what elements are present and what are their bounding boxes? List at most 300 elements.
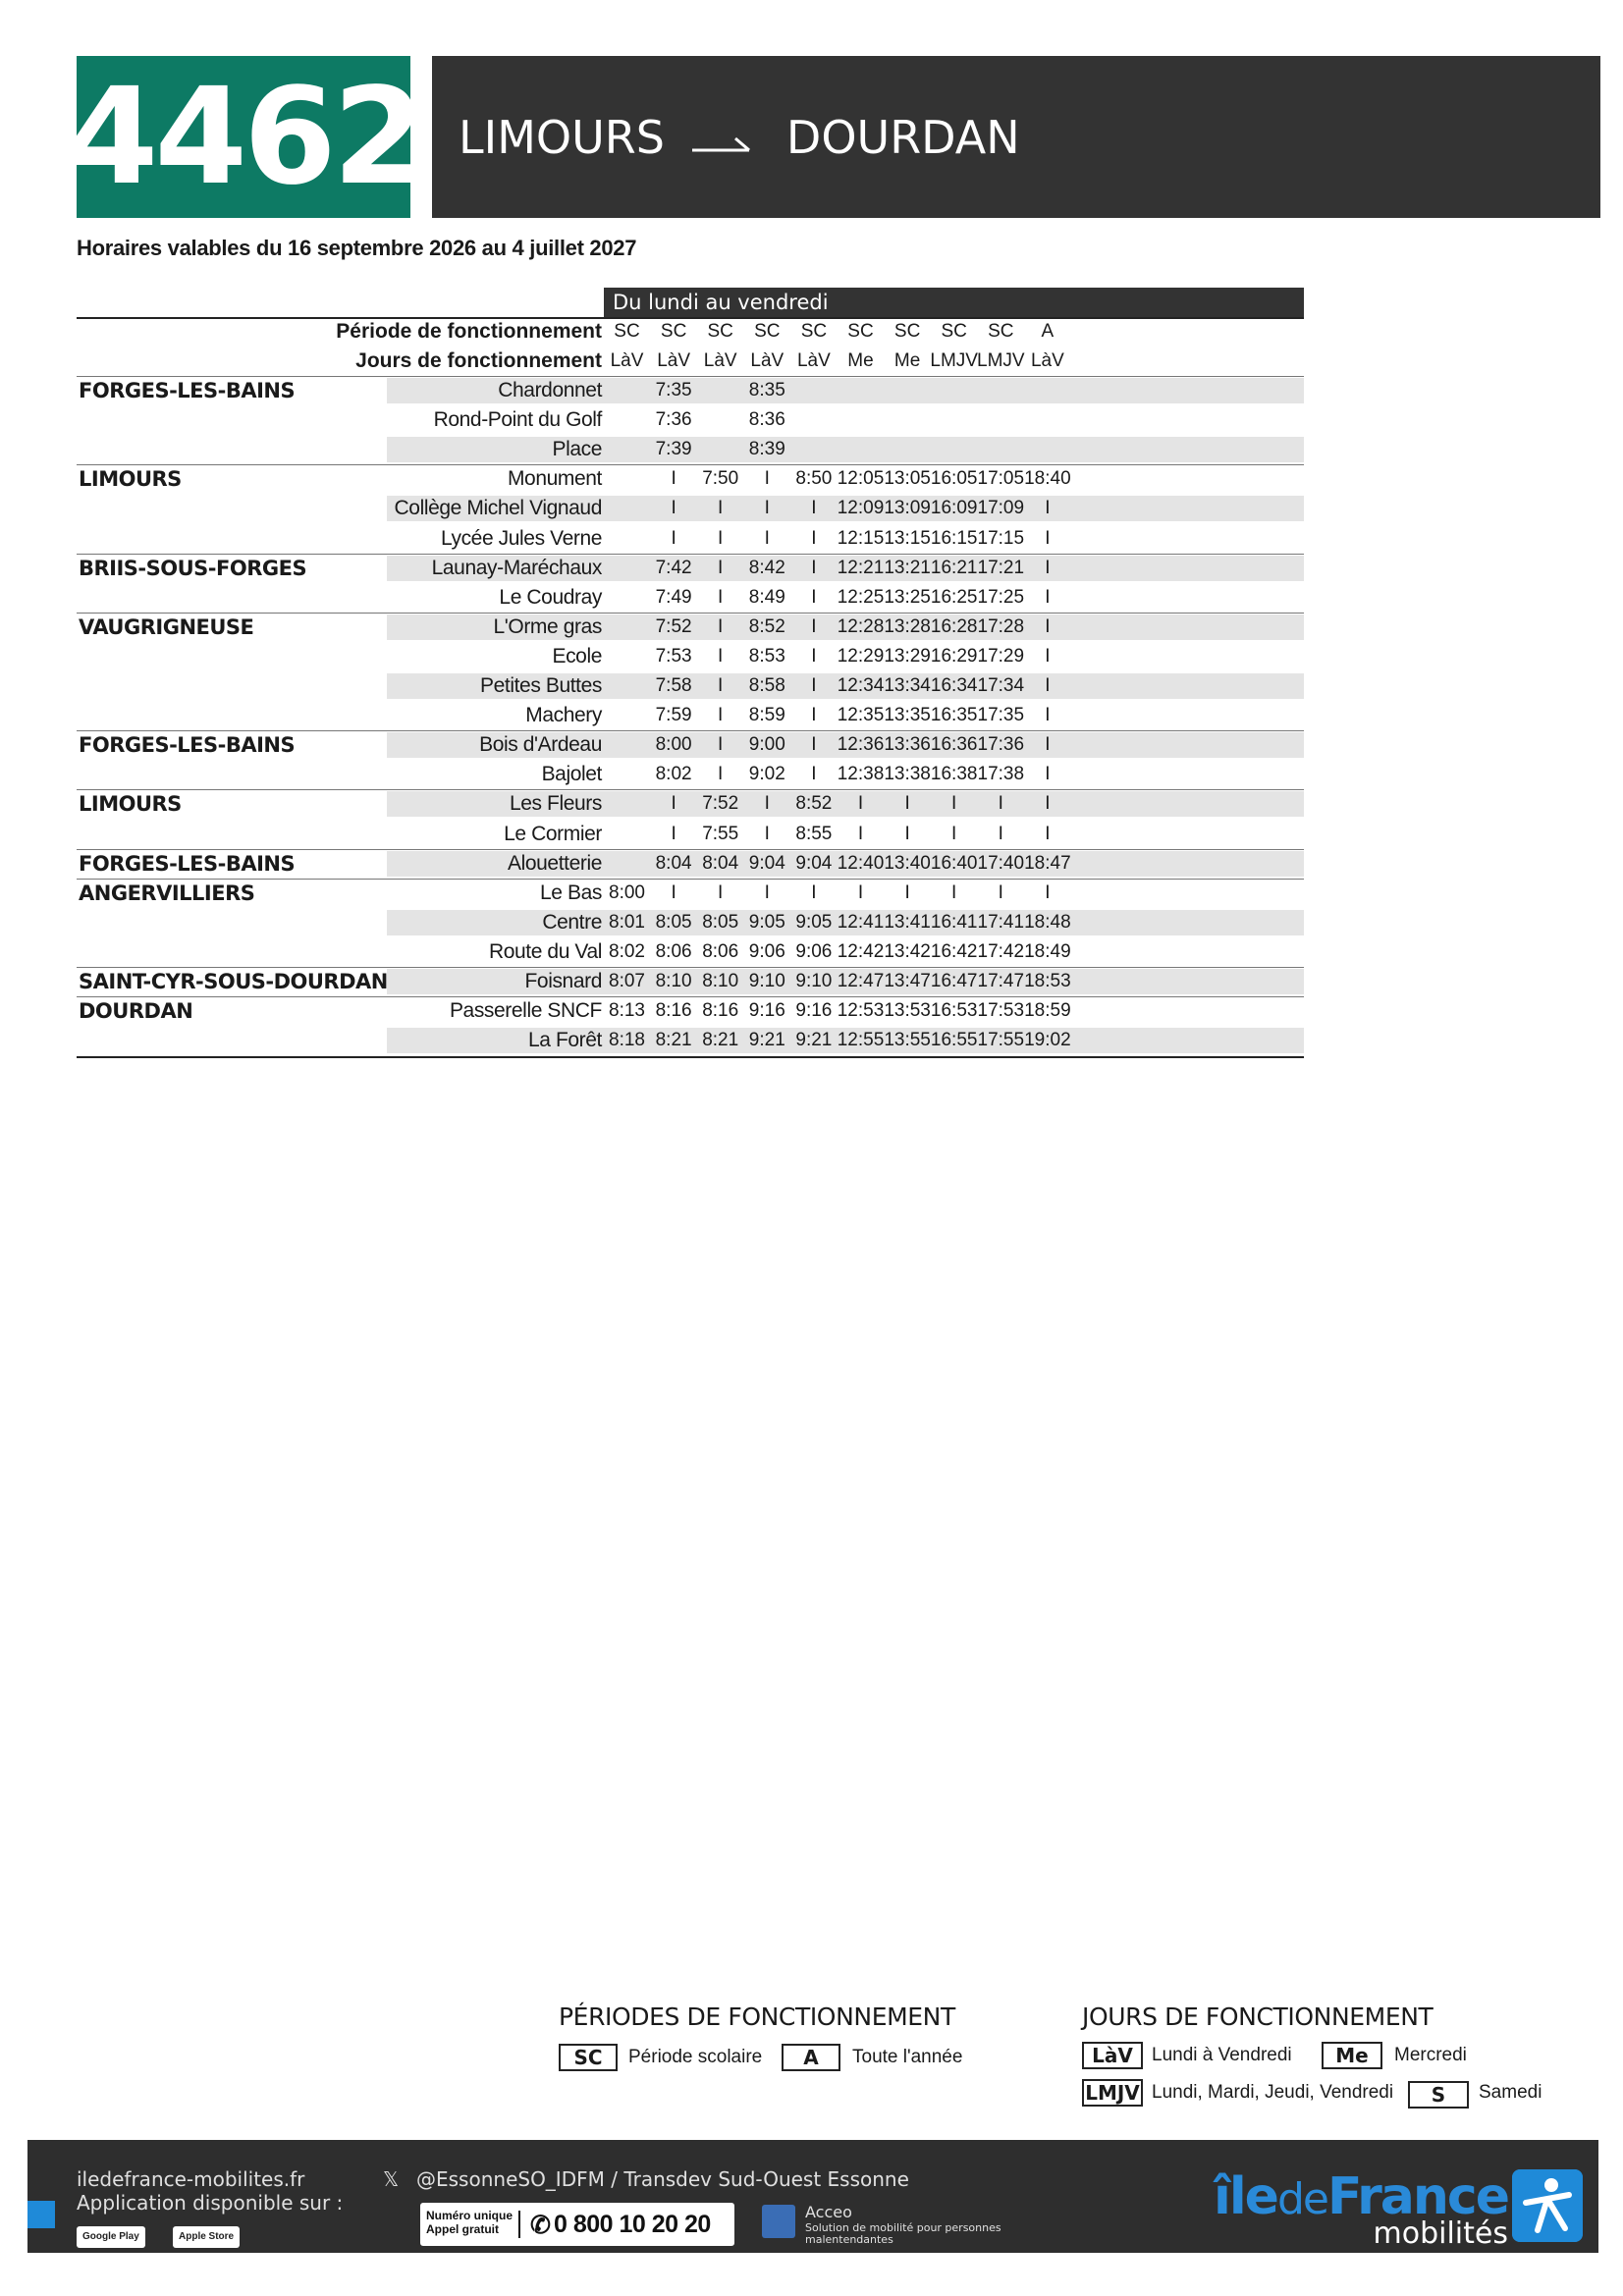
time-cell: 8:06	[655, 940, 692, 962]
time-cell: I	[718, 615, 724, 637]
time-cell: 12:05	[837, 468, 885, 490]
time-cell: 16:53	[930, 1000, 978, 1022]
town-name: FORGES-LES-BAINS	[79, 379, 296, 402]
brand-subtitle: mobilités	[1373, 2216, 1508, 2251]
table-row	[77, 996, 1304, 1026]
time-cell: 17:40	[977, 852, 1025, 874]
time-cell: 13:53	[884, 1000, 931, 1022]
time-cell: I	[764, 881, 770, 903]
time-cell: 8:42	[748, 557, 785, 578]
time-cell: 7:49	[655, 586, 692, 608]
phone-label-2: Appel gratuit	[426, 2222, 499, 2236]
time-cell: 13:47	[884, 971, 931, 991]
stop-name: Chardonnet	[498, 379, 602, 401]
time-cell: 7:50	[702, 468, 739, 490]
period-code-cell: SC	[754, 321, 781, 342]
time-cell: 9:21	[795, 1030, 833, 1051]
legend-code-me: Me	[1322, 2042, 1382, 2069]
town-name: BRIIS-SOUS-FORGES	[79, 556, 307, 580]
days-code-cell: LàV	[750, 350, 784, 371]
time-cell: I	[904, 823, 910, 844]
time-cell: 9:16	[748, 1000, 785, 1022]
town-name: FORGES-LES-BAINS	[79, 851, 296, 876]
legend-code-lmjv: LMJV	[1082, 2079, 1143, 2107]
time-cell: 12:35	[837, 705, 885, 726]
time-cell: I	[671, 793, 676, 815]
time-cell: 8:10	[702, 971, 739, 991]
time-cell: I	[811, 645, 817, 667]
time-cell: 17:55	[977, 1030, 1025, 1051]
period-code-cell: SC	[707, 321, 733, 342]
time-cell: 9:06	[748, 940, 785, 962]
table-row	[77, 937, 1304, 967]
time-cell: 8:10	[655, 971, 692, 991]
table-row	[77, 613, 1304, 642]
stop-name: Le Bas	[540, 881, 602, 904]
time-cell: 8:36	[748, 409, 785, 431]
time-cell: 9:16	[795, 1000, 833, 1022]
time-cell: I	[811, 557, 817, 578]
route-number-badge	[65, 56, 422, 218]
table-row	[77, 1026, 1304, 1055]
time-cell: 8:21	[655, 1030, 692, 1051]
time-cell: I	[764, 823, 770, 844]
period-code-cell: SC	[893, 321, 921, 342]
accessibility-icon	[27, 2201, 55, 2228]
time-cell: I	[1045, 734, 1051, 756]
time-cell: 12:09	[837, 498, 885, 519]
time-cell: 16:29	[930, 645, 978, 667]
table-row	[77, 701, 1304, 730]
stop-name: Machery	[525, 704, 602, 727]
time-cell: 12:34	[837, 675, 885, 696]
phone-number: 0 800 10 20 20	[554, 2211, 711, 2238]
legend-code-a: A	[782, 2044, 840, 2071]
time-cell: I	[998, 793, 1003, 815]
stop-name: Route du Val	[488, 939, 602, 963]
time-cell: 9:04	[795, 852, 833, 874]
time-cell: 8:13	[609, 1000, 645, 1022]
time-cell: I	[718, 527, 724, 549]
time-cell: 16:41	[930, 911, 978, 933]
time-cell: I	[811, 734, 817, 756]
time-cell: 8:58	[748, 675, 785, 696]
time-cell: 8:01	[609, 911, 645, 933]
stop-name: Place	[552, 438, 602, 461]
legend-desc-a: Toute l'année	[852, 2047, 963, 2067]
stop-name: Ecole	[552, 644, 602, 667]
legend-code-s: S	[1408, 2081, 1469, 2109]
legend-desc-lav: Lundi à Vendredi	[1152, 2045, 1292, 2065]
time-cell: I	[718, 498, 724, 519]
time-cell: 8:39	[748, 439, 785, 460]
stop-name: Petites Buttes	[480, 674, 602, 697]
time-cell: I	[718, 675, 724, 696]
town-name: VAUGRIGNEUSE	[79, 614, 254, 639]
town-name: DOURDAN	[79, 999, 193, 1024]
time-cell: I	[951, 793, 957, 815]
time-cell: 17:35	[977, 705, 1025, 726]
period-header-row	[77, 317, 1304, 347]
acceo-icon	[762, 2205, 795, 2238]
stop-name: La Forêt	[527, 1029, 602, 1052]
time-cell: 17:05	[977, 468, 1025, 490]
time-cell: 16:36	[930, 734, 978, 756]
time-cell: 16:47	[930, 971, 978, 991]
period-code-cell: SC	[941, 321, 967, 342]
time-cell: I	[671, 823, 676, 844]
days-code-cell: Me	[847, 350, 874, 371]
time-cell: 7:39	[655, 439, 692, 460]
time-cell: 16:40	[930, 852, 978, 874]
time-cell: I	[718, 881, 724, 903]
time-cell: 13:05	[884, 468, 931, 490]
time-cell: 8:52	[748, 615, 785, 637]
time-cell: I	[811, 881, 817, 903]
time-cell: 7:42	[655, 557, 692, 578]
website-link[interactable]: iledefrance-mobilites.fr	[77, 2167, 305, 2191]
time-cell: 12:29	[837, 645, 885, 667]
time-cell: 13:21	[884, 557, 931, 578]
stop-name: Foisnard	[524, 970, 602, 992]
time-cell: 17:15	[977, 527, 1025, 549]
time-cell: 8:00	[655, 734, 692, 756]
x-social-icon: 𝕏	[383, 2167, 400, 2191]
time-cell: I	[718, 557, 724, 578]
table-row	[77, 405, 1304, 435]
time-cell: 12:53	[837, 1000, 885, 1022]
legend-desc-me: Mercredi	[1394, 2045, 1467, 2065]
time-cell: 16:28	[930, 615, 978, 637]
days-code-cell: LMJV	[930, 350, 978, 371]
table-row	[77, 494, 1304, 523]
time-cell: 12:28	[837, 615, 885, 637]
days-code-cell: LàV	[703, 350, 737, 371]
time-cell: 17:36	[977, 734, 1025, 756]
table-row	[77, 671, 1304, 701]
table-row	[77, 820, 1304, 849]
table-row	[77, 464, 1304, 494]
time-cell: I	[857, 881, 864, 903]
route-number: 4462	[65, 59, 422, 215]
legend-desc-lmjv: Lundi, Mardi, Jeudi, Vendredi	[1152, 2082, 1394, 2103]
time-cell: I	[718, 645, 724, 667]
time-cell: 17:09	[977, 498, 1025, 519]
time-cell: 7:53	[655, 645, 692, 667]
stop-name: L'Orme gras	[493, 614, 602, 638]
time-cell: 8:16	[655, 1000, 692, 1022]
stop-name: Le Coudray	[499, 585, 602, 609]
time-cell: 13:40	[884, 852, 931, 874]
table-row	[77, 789, 1304, 819]
time-cell: I	[951, 823, 957, 844]
table-row	[77, 879, 1304, 908]
time-cell: 7:52	[655, 615, 692, 637]
days-code-cell: Me	[893, 350, 921, 371]
time-cell: 16:25	[930, 586, 978, 608]
section-heading: Du lundi au vendredi	[604, 288, 1304, 317]
time-cell: 8:21	[702, 1030, 739, 1051]
apple-store-badge[interactable]: Apple Store	[173, 2226, 240, 2248]
time-cell: I	[811, 615, 817, 637]
stop-name: Launay-Maréchaux	[431, 556, 602, 579]
legend-days-title: JOURS DE FONCTIONNEMENT	[1082, 2002, 1434, 2031]
acceo-description: Solution de mobilité pour personnes malentendantes	[805, 2221, 1001, 2246]
time-cell: 17:38	[977, 764, 1025, 785]
time-cell: 8:05	[702, 911, 739, 933]
time-cell: 9:21	[748, 1030, 785, 1051]
time-cell: 18:40	[1024, 468, 1071, 490]
time-cell: 8:04	[702, 852, 739, 874]
days-code-cell: LàV	[1030, 350, 1064, 371]
time-cell: I	[1045, 675, 1051, 696]
time-cell: 8:05	[655, 911, 692, 933]
time-cell: 16:21	[930, 557, 978, 578]
table-row	[77, 967, 1304, 996]
town-name: LIMOURS	[79, 792, 182, 817]
table-row	[77, 554, 1304, 583]
days-code-cell: LàV	[657, 350, 690, 371]
legend-code-sc: SC	[559, 2044, 618, 2071]
time-cell: 7:58	[655, 675, 692, 696]
brand-france: France	[1326, 2167, 1508, 2226]
legend-desc-sc: Période scolaire	[628, 2047, 763, 2067]
time-cell: 16:38	[930, 764, 978, 785]
acceo-title: Acceo	[805, 2203, 852, 2221]
time-cell: I	[671, 881, 676, 903]
stop-name: Collège Michel Vignaud	[394, 497, 602, 520]
phone-icon: ✆	[530, 2212, 551, 2239]
time-cell: 12:36	[837, 734, 885, 756]
time-cell: 16:55	[930, 1030, 978, 1051]
days-label: Jours de fonctionnement	[355, 349, 602, 372]
time-cell: 13:34	[884, 675, 931, 696]
social-handle[interactable]: @EssonneSO_IDFM / Transdev Sud-Ouest Essonne	[416, 2167, 909, 2191]
period-code-cell: SC	[614, 321, 640, 342]
time-cell: I	[1045, 586, 1051, 608]
table-row	[77, 760, 1304, 789]
time-cell: 8:53	[748, 645, 785, 667]
period-code-cell: SC	[660, 321, 687, 342]
town-name: LIMOURS	[79, 467, 182, 492]
period-code-cell: A	[1041, 321, 1055, 342]
time-cell: 7:59	[655, 705, 692, 726]
time-cell: 17:29	[977, 645, 1025, 667]
time-cell: 13:35	[884, 705, 931, 726]
time-cell: 16:09	[930, 498, 978, 519]
time-cell: 16:42	[930, 940, 978, 962]
time-cell: 12:40	[837, 852, 885, 874]
time-cell: 8:55	[795, 823, 833, 844]
time-cell: 13:09	[884, 498, 931, 519]
time-cell: 17:21	[977, 557, 1025, 578]
table-row	[77, 376, 1304, 405]
time-cell: 17:47	[977, 971, 1025, 991]
app-availability-text: Application disponible sur :	[77, 2191, 344, 2215]
time-cell: 12:38	[837, 764, 885, 785]
time-cell: I	[811, 527, 817, 549]
time-cell: 8:52	[795, 793, 833, 815]
time-cell: I	[811, 675, 817, 696]
time-cell: I	[1045, 615, 1051, 637]
time-cell: I	[1045, 645, 1051, 667]
time-cell: I	[904, 881, 910, 903]
time-cell: 16:34	[930, 675, 978, 696]
time-cell: 16:15	[930, 527, 978, 549]
time-cell: 8:49	[748, 586, 785, 608]
time-cell: 8:02	[655, 764, 692, 785]
time-cell: I	[671, 468, 676, 490]
time-cell: I	[1045, 881, 1051, 903]
time-cell: 17:42	[977, 940, 1025, 962]
route-destination: DOURDAN	[785, 110, 1020, 164]
time-cell: I	[718, 705, 724, 726]
time-cell: 13:29	[884, 645, 931, 667]
time-cell: I	[998, 823, 1003, 844]
time-cell: 18:49	[1024, 940, 1071, 962]
stop-name: Passerelle SNCF	[449, 999, 602, 1023]
time-cell: I	[998, 881, 1003, 903]
time-cell: 7:35	[655, 380, 692, 400]
phone-separator	[518, 2211, 520, 2238]
brand-ile: île	[1214, 2167, 1277, 2226]
time-cell: 8:18	[609, 1030, 645, 1051]
days-header-row	[77, 347, 1304, 376]
period-code-cell: SC	[988, 321, 1014, 342]
time-cell: 17:34	[977, 675, 1025, 696]
time-cell: 13:25	[884, 586, 931, 608]
time-cell: 8:59	[748, 705, 785, 726]
time-cell: I	[1045, 793, 1051, 815]
time-cell: I	[1045, 527, 1051, 549]
time-cell: 16:05	[930, 468, 978, 490]
town-name: FORGES-LES-BAINS	[79, 733, 296, 758]
days-code-cell: LàV	[610, 350, 644, 371]
time-cell: 12:25	[837, 586, 885, 608]
time-cell: 18:47	[1024, 852, 1071, 874]
google-play-badge[interactable]: Google Play	[77, 2226, 145, 2248]
table-row	[77, 849, 1304, 879]
period-code-cell: SC	[800, 321, 828, 342]
time-cell: I	[764, 527, 770, 549]
legend-code-lav: LàV	[1082, 2042, 1143, 2069]
table-row	[77, 730, 1304, 760]
time-cell: 7:52	[702, 793, 739, 815]
time-cell: 9:06	[795, 940, 833, 962]
time-cell: 13:28	[884, 615, 931, 637]
time-cell: 8:07	[609, 971, 645, 991]
stop-name: Monument	[507, 467, 602, 491]
time-cell: 18:59	[1024, 1000, 1071, 1022]
time-cell: 8:04	[655, 852, 692, 874]
time-cell: I	[1045, 557, 1051, 578]
time-cell: I	[811, 764, 817, 785]
time-cell: 9:04	[748, 852, 785, 874]
stop-name: Rond-Point du Golf	[433, 408, 602, 432]
time-cell: 17:53	[977, 1000, 1025, 1022]
time-cell: 13:41	[884, 911, 931, 933]
town-name: SAINT-CYR-SOUS-DOURDAN	[79, 970, 388, 993]
days-code-cell: LàV	[796, 350, 831, 371]
period-code-cell: SC	[847, 321, 874, 342]
time-cell: 8:00	[609, 881, 645, 903]
table-row	[77, 908, 1304, 937]
time-cell: I	[764, 498, 770, 519]
time-cell: 13:55	[884, 1030, 931, 1051]
stop-name: Les Fleurs	[509, 792, 602, 816]
time-cell: I	[811, 705, 817, 726]
time-cell: I	[764, 468, 770, 490]
time-cell: I	[764, 793, 770, 815]
time-cell: 17:25	[977, 586, 1025, 608]
town-name: ANGERVILLIERS	[79, 881, 255, 905]
time-cell: 8:06	[702, 940, 739, 962]
time-cell: 12:47	[837, 971, 885, 991]
time-cell: I	[1045, 823, 1051, 844]
time-cell: 8:35	[748, 380, 785, 400]
period-label: Période de fonctionnement	[336, 320, 602, 343]
time-cell: 9:05	[795, 911, 833, 933]
time-cell: 17:41	[977, 911, 1025, 933]
table-row	[77, 435, 1304, 464]
stop-name: Le Cormier	[504, 822, 602, 845]
time-cell: I	[718, 586, 724, 608]
phone-number-box[interactable]	[420, 2203, 734, 2246]
table-row	[77, 642, 1304, 671]
stop-name: Bajolet	[541, 763, 602, 786]
time-cell: I	[811, 586, 817, 608]
time-cell: I	[671, 498, 676, 519]
stop-name: Alouetterie	[508, 851, 602, 875]
time-cell: 7:36	[655, 409, 692, 431]
time-cell: I	[951, 881, 957, 903]
time-cell: 12:21	[837, 557, 885, 578]
time-cell: I	[811, 498, 817, 519]
validity-period: Horaires valables du 16 septembre 2026 au 4 juillet 2027	[77, 236, 637, 260]
time-cell: 17:28	[977, 615, 1025, 637]
phone-label-1: Numéro unique	[426, 2209, 514, 2222]
time-cell: 9:10	[795, 971, 833, 991]
time-cell: 19:02	[1024, 1030, 1071, 1051]
direction-arrow-icon	[692, 133, 751, 154]
footer-banner	[27, 2140, 1598, 2253]
legend-desc-s: Samedi	[1479, 2082, 1542, 2103]
days-code-cell: LMJV	[977, 350, 1025, 371]
time-cell: I	[904, 793, 910, 815]
time-cell: 9:05	[748, 911, 785, 933]
time-cell: 8:02	[609, 940, 645, 962]
legend-periods-title: PÉRIODES DE FONCTIONNEMENT	[559, 2002, 955, 2031]
time-cell: I	[718, 734, 724, 756]
time-cell: 9:10	[748, 971, 785, 991]
time-cell: I	[1045, 498, 1051, 519]
brand-de: de	[1276, 2174, 1327, 2224]
stop-name: Bois d'Ardeau	[479, 733, 602, 757]
time-cell: I	[718, 764, 724, 785]
time-cell: I	[857, 823, 864, 844]
time-cell: 18:48	[1024, 911, 1071, 933]
time-cell: 9:00	[748, 734, 785, 756]
time-cell: I	[1045, 705, 1051, 726]
table-row	[77, 583, 1304, 613]
stop-name: Lycée Jules Verne	[440, 526, 602, 550]
time-cell: 16:35	[930, 705, 978, 726]
time-cell: 7:55	[702, 823, 739, 844]
time-cell: 13:42	[884, 940, 931, 962]
time-cell: 8:50	[795, 468, 833, 490]
time-cell: 12:15	[837, 527, 885, 549]
time-cell: 8:16	[702, 1000, 739, 1022]
